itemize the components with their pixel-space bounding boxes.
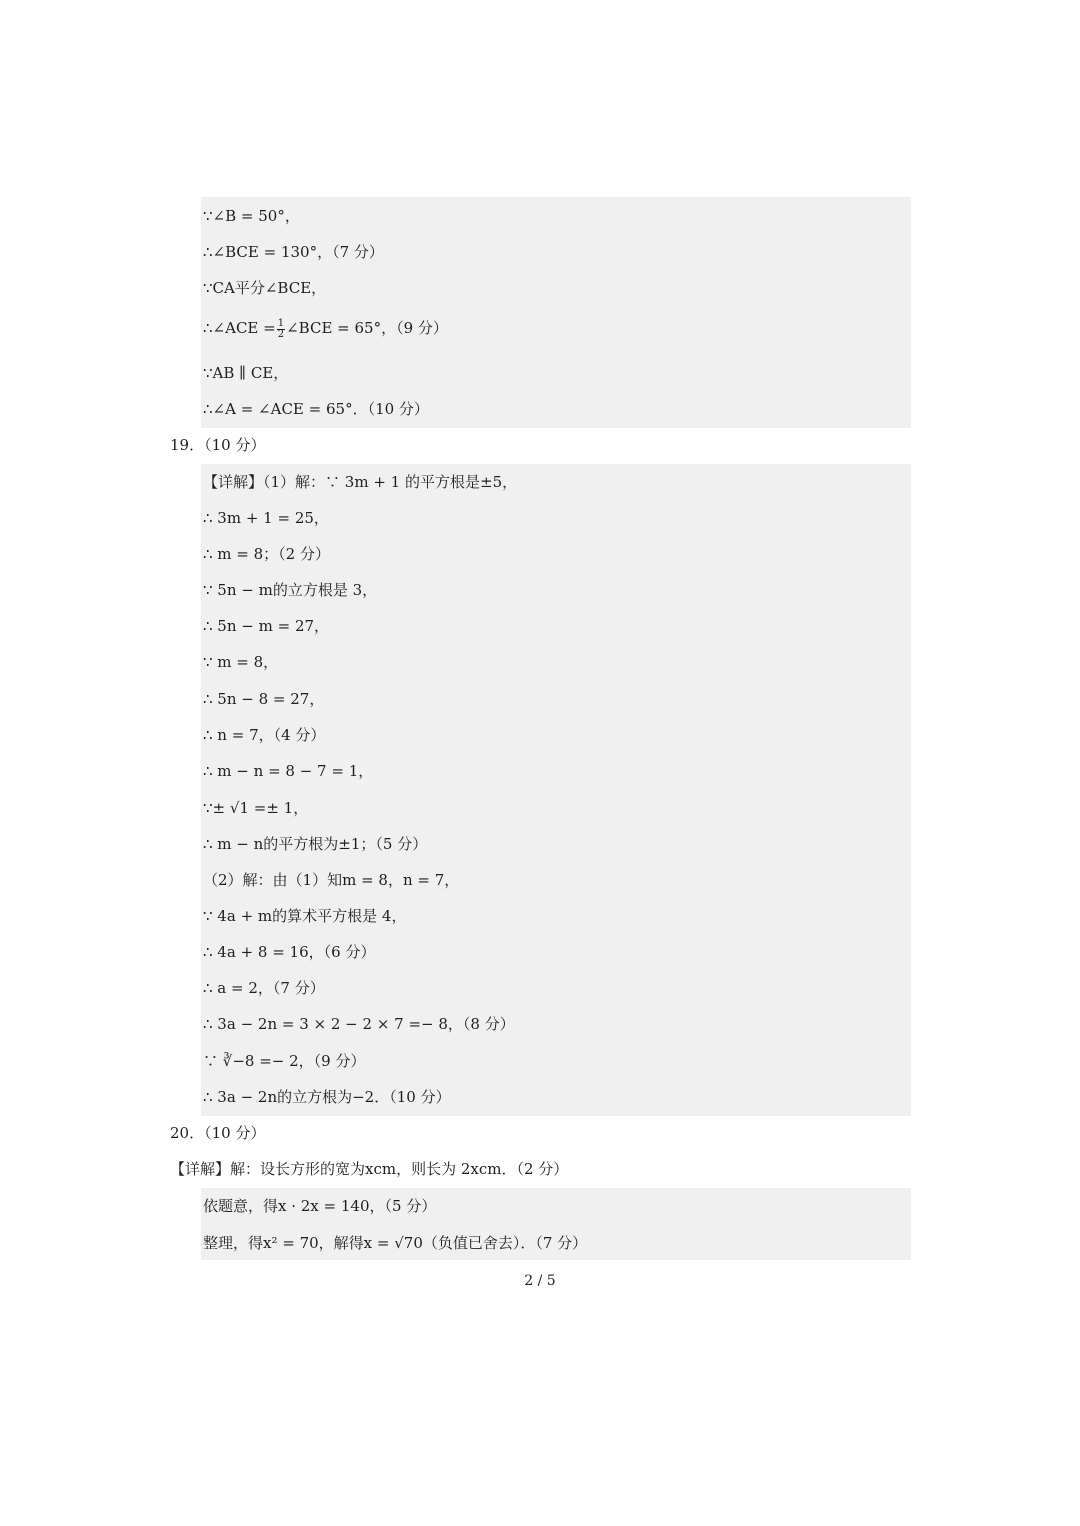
step-text: ∠BCE = 65°，（9 分） bbox=[286, 319, 448, 337]
step-line: ∴ n = 7，（4 分） bbox=[203, 726, 326, 744]
step-line: ∴ 5n − m = 27， bbox=[203, 617, 330, 635]
step-line: ∵ 4a + m的算术平方根是 4， bbox=[203, 907, 407, 925]
step-line: ∵CA平分∠BCE， bbox=[203, 279, 327, 297]
step-line: 依题意，得x · 2x = 140，（5 分） bbox=[203, 1197, 437, 1215]
step-line: ∵AB ∥ CE， bbox=[203, 364, 289, 382]
step-line: ∴∠A = ∠ACE = 65°．（10 分） bbox=[203, 400, 429, 418]
step-line: ∵ ∛−8 =− 2，（9 分） bbox=[203, 1052, 366, 1070]
fraction bbox=[277, 319, 285, 340]
fraction-denominator: 2 bbox=[277, 328, 285, 340]
step-line: ∵ 5n − m的立方根是 3， bbox=[203, 581, 378, 599]
step-line: ∴ 4a + 8 = 16，（6 分） bbox=[203, 943, 376, 961]
step-line: ∴ 5n − 8 = 27， bbox=[203, 690, 325, 708]
detail-line: 【详解】解：设长方形的宽为xcm，则长为 2xcm．（2 分） bbox=[170, 1160, 569, 1178]
fraction-numerator: 1 bbox=[277, 317, 285, 329]
question-heading-19: 19．（10 分） bbox=[170, 436, 266, 454]
step-line: （2）解：由（1）知m = 8，n = 7， bbox=[203, 871, 460, 889]
step-line: ∴ m − n的平方根为±1；（5 分） bbox=[203, 835, 428, 853]
step-line: ∴ 3m + 1 = 25， bbox=[203, 509, 329, 527]
step-line: ∵± √1 =± 1， bbox=[203, 799, 309, 817]
step-line: ∴ 3a − 2n的立方根为−2．（10 分） bbox=[203, 1088, 451, 1106]
step-line: ∴ a = 2，（7 分） bbox=[203, 979, 325, 997]
step-line: ∴∠BCE = 130°，（7 分） bbox=[203, 243, 384, 261]
page-number: 2 / 5 bbox=[524, 1273, 556, 1289]
question-heading-20: 20．（10 分） bbox=[170, 1124, 266, 1142]
step-line: ∴ m − n = 8 − 7 = 1， bbox=[203, 762, 374, 780]
solution-block-18 bbox=[201, 197, 911, 428]
step-text: ∴∠ACE = bbox=[203, 319, 276, 337]
step-line-fraction bbox=[203, 318, 448, 340]
step-line: ∵ m = 8， bbox=[203, 653, 279, 671]
step-line: ∴ 3a − 2n = 3 × 2 − 2 × 7 =− 8，（8 分） bbox=[203, 1015, 515, 1033]
step-line: ∵∠B = 50°， bbox=[203, 207, 300, 225]
step-line: 【详解】（1）解：∵ 3m + 1 的平方根是±5， bbox=[203, 473, 518, 491]
step-line: 整理，得x² = 70，解得x = √70（负值已舍去）．（7 分） bbox=[203, 1234, 588, 1252]
step-line: ∴ m = 8；（2 分） bbox=[203, 545, 330, 563]
